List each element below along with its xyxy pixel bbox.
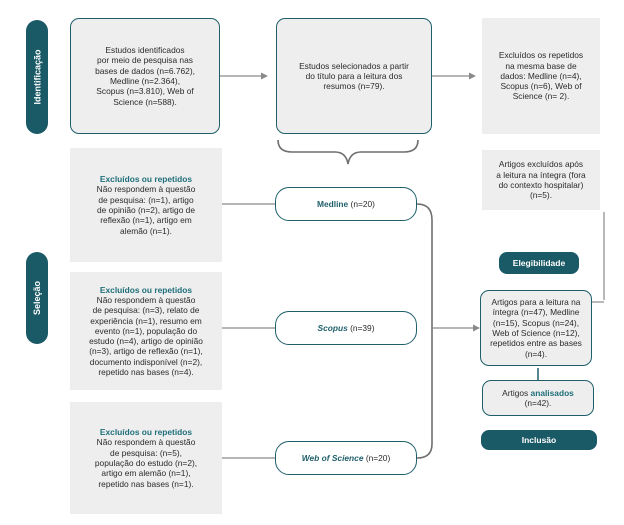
excluded-wos-box: Excluídos ou repetidos Não respondem à questão de pesquisa: (n=5), população do estudo (n=2), artigo em alemão (n=1), repetido nas bases (n=1). bbox=[70, 402, 222, 514]
arrowhead-selected bbox=[261, 73, 268, 80]
stage-eligibility: Elegibilidade bbox=[499, 252, 579, 274]
identified-box: Estudos identificados por meio de pesquisa nas bases de dados (n=6.762), Medline (n=2.364), Scopus (n=3.810), Web of Science (n=588). bbox=[70, 18, 220, 134]
arrowhead-fulltext bbox=[473, 325, 480, 332]
medline-pill: Medline (n=20) bbox=[275, 187, 417, 221]
databases-bracket bbox=[417, 204, 432, 458]
fulltext-read-box: Artigos para a leitura na íntegra (n=47), Medline (n=15), Scopus (n=24), Web of Science (n=12), repetidos entre as bases (n=4). bbox=[480, 290, 592, 366]
selected-by-title-box: Estudos selecionados a partir do título para a leitura dos resumos (n=79). bbox=[276, 18, 432, 134]
stage-selection: Seleção bbox=[26, 252, 48, 344]
stage-identification: Identificação bbox=[26, 20, 48, 134]
excluded-medline-box: Excluídos ou repetidos Não respondem à questão de pesquisa: (n=1), artigo de opinião (n=2), artigo de reflexão (n=1), artigo em alemão (n=1). bbox=[70, 148, 222, 262]
excluded-scopus-box: Excluídos ou repetidos Não respondem à questão de pesquisa: (n=3), relato de experiência (n=1), resumo em evento (n=1), população do estudo (n=4), artigo de opinião (n=3), artigo de reflexão (n=1), documento indisponível (n=2), repetido nas bases (n=4). bbox=[70, 272, 222, 390]
excluded-fulltext-box: Artigos excluídos após a leitura na íntegra (fora do contexto hospitalar) (n=5). bbox=[482, 150, 600, 210]
scopus-pill: Scopus (n=39) bbox=[275, 311, 417, 345]
curly-brace bbox=[278, 140, 418, 164]
wos-pill: Web of Science (n=20) bbox=[275, 441, 417, 475]
excluded-duplicates-box: Excluídos os repetidos na mesma base de dados: Medline (n=4), Scopus (n=6), Web of Science (n= 2). bbox=[482, 18, 600, 134]
analyzed-box: Artigos analisados (n=42). bbox=[482, 380, 594, 416]
arrowhead-excluded bbox=[469, 73, 476, 80]
stage-inclusion: Inclusão bbox=[481, 430, 597, 450]
